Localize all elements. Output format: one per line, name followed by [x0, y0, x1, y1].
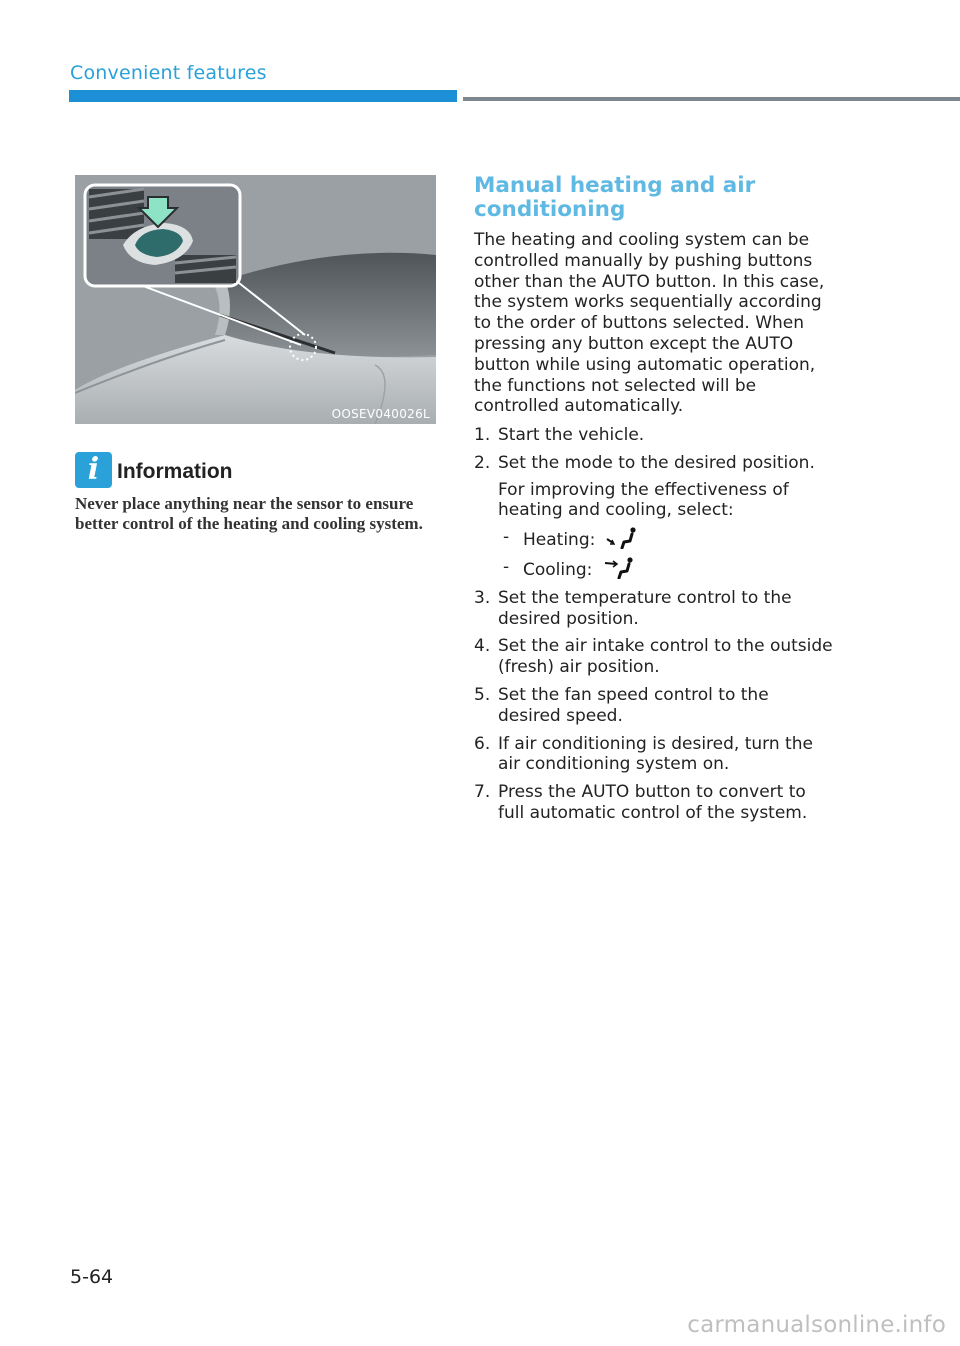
- steps-list: [474, 425, 836, 831]
- step-number: 1.: [474, 425, 491, 445]
- step2-note: For improving the effectiveness of heating and cooling, select:: [498, 479, 789, 521]
- list-item: [474, 782, 836, 824]
- car-windshield-illustration: [75, 175, 436, 424]
- list-item: [474, 453, 836, 581]
- floor-mode-icon: [605, 527, 639, 549]
- face-mode-icon: [602, 557, 636, 579]
- cooling-option: [498, 557, 836, 581]
- dash-marker: -: [503, 556, 510, 577]
- dash-marker: -: [503, 527, 510, 548]
- list-item: [474, 425, 836, 446]
- info-body: Never place anything near the sensor to ensure better control of the heating and cooling system.: [75, 494, 423, 533]
- step-text: Set the temperature control to the desired position.: [498, 587, 792, 629]
- header-bar-blue: [69, 90, 457, 102]
- heating-label: Heating:: [523, 530, 596, 551]
- header-bar-grey: [463, 97, 960, 101]
- step-text: If air conditioning is desired, turn the air conditioning system on.: [498, 733, 813, 775]
- page-number: 5-64: [70, 1266, 114, 1288]
- info-icon: i: [75, 452, 112, 488]
- list-item: [474, 734, 836, 776]
- step-text: Set the fan speed control to the desired speed.: [498, 684, 769, 726]
- figure-code: OOSEV040026L: [331, 407, 430, 421]
- header-section-title: Convenient features: [70, 62, 267, 84]
- cooling-label: Cooling:: [523, 559, 593, 580]
- watermark: carmanualsonline.info: [687, 1312, 946, 1338]
- step-number: 6.: [474, 733, 491, 754]
- step-text: Press the AUTO button to convert to full automatic control of the system.: [498, 782, 808, 823]
- list-item: [474, 685, 836, 727]
- manual-section-title: Manual heating and air conditioning: [474, 173, 756, 222]
- step-text: Set the air intake control to the outside (fresh) air position.: [498, 636, 833, 678]
- info-title: Information: [117, 460, 233, 483]
- list-item: [474, 588, 836, 630]
- step-text: Start the vehicle.: [498, 425, 645, 445]
- step-number: 4.: [474, 636, 491, 657]
- step-number: 7.: [474, 782, 491, 803]
- manual-intro: The heating and cooling system can be controlled manually by pushing buttons other than the AUTO button. In this case, the system works sequentially according to the order of buttons selected. When pressing any button except the AUTO button while using automatic operation, the functions not selected will be controlled automatically.: [474, 230, 825, 417]
- step-number: 2.: [474, 452, 491, 473]
- heating-option: [498, 527, 836, 551]
- step-text: Set the mode to the desired position.: [498, 452, 815, 473]
- step-number: 3.: [474, 587, 491, 608]
- sensor-location-figure: [75, 175, 436, 424]
- list-item: [474, 636, 836, 678]
- step-number: 5.: [474, 684, 491, 705]
